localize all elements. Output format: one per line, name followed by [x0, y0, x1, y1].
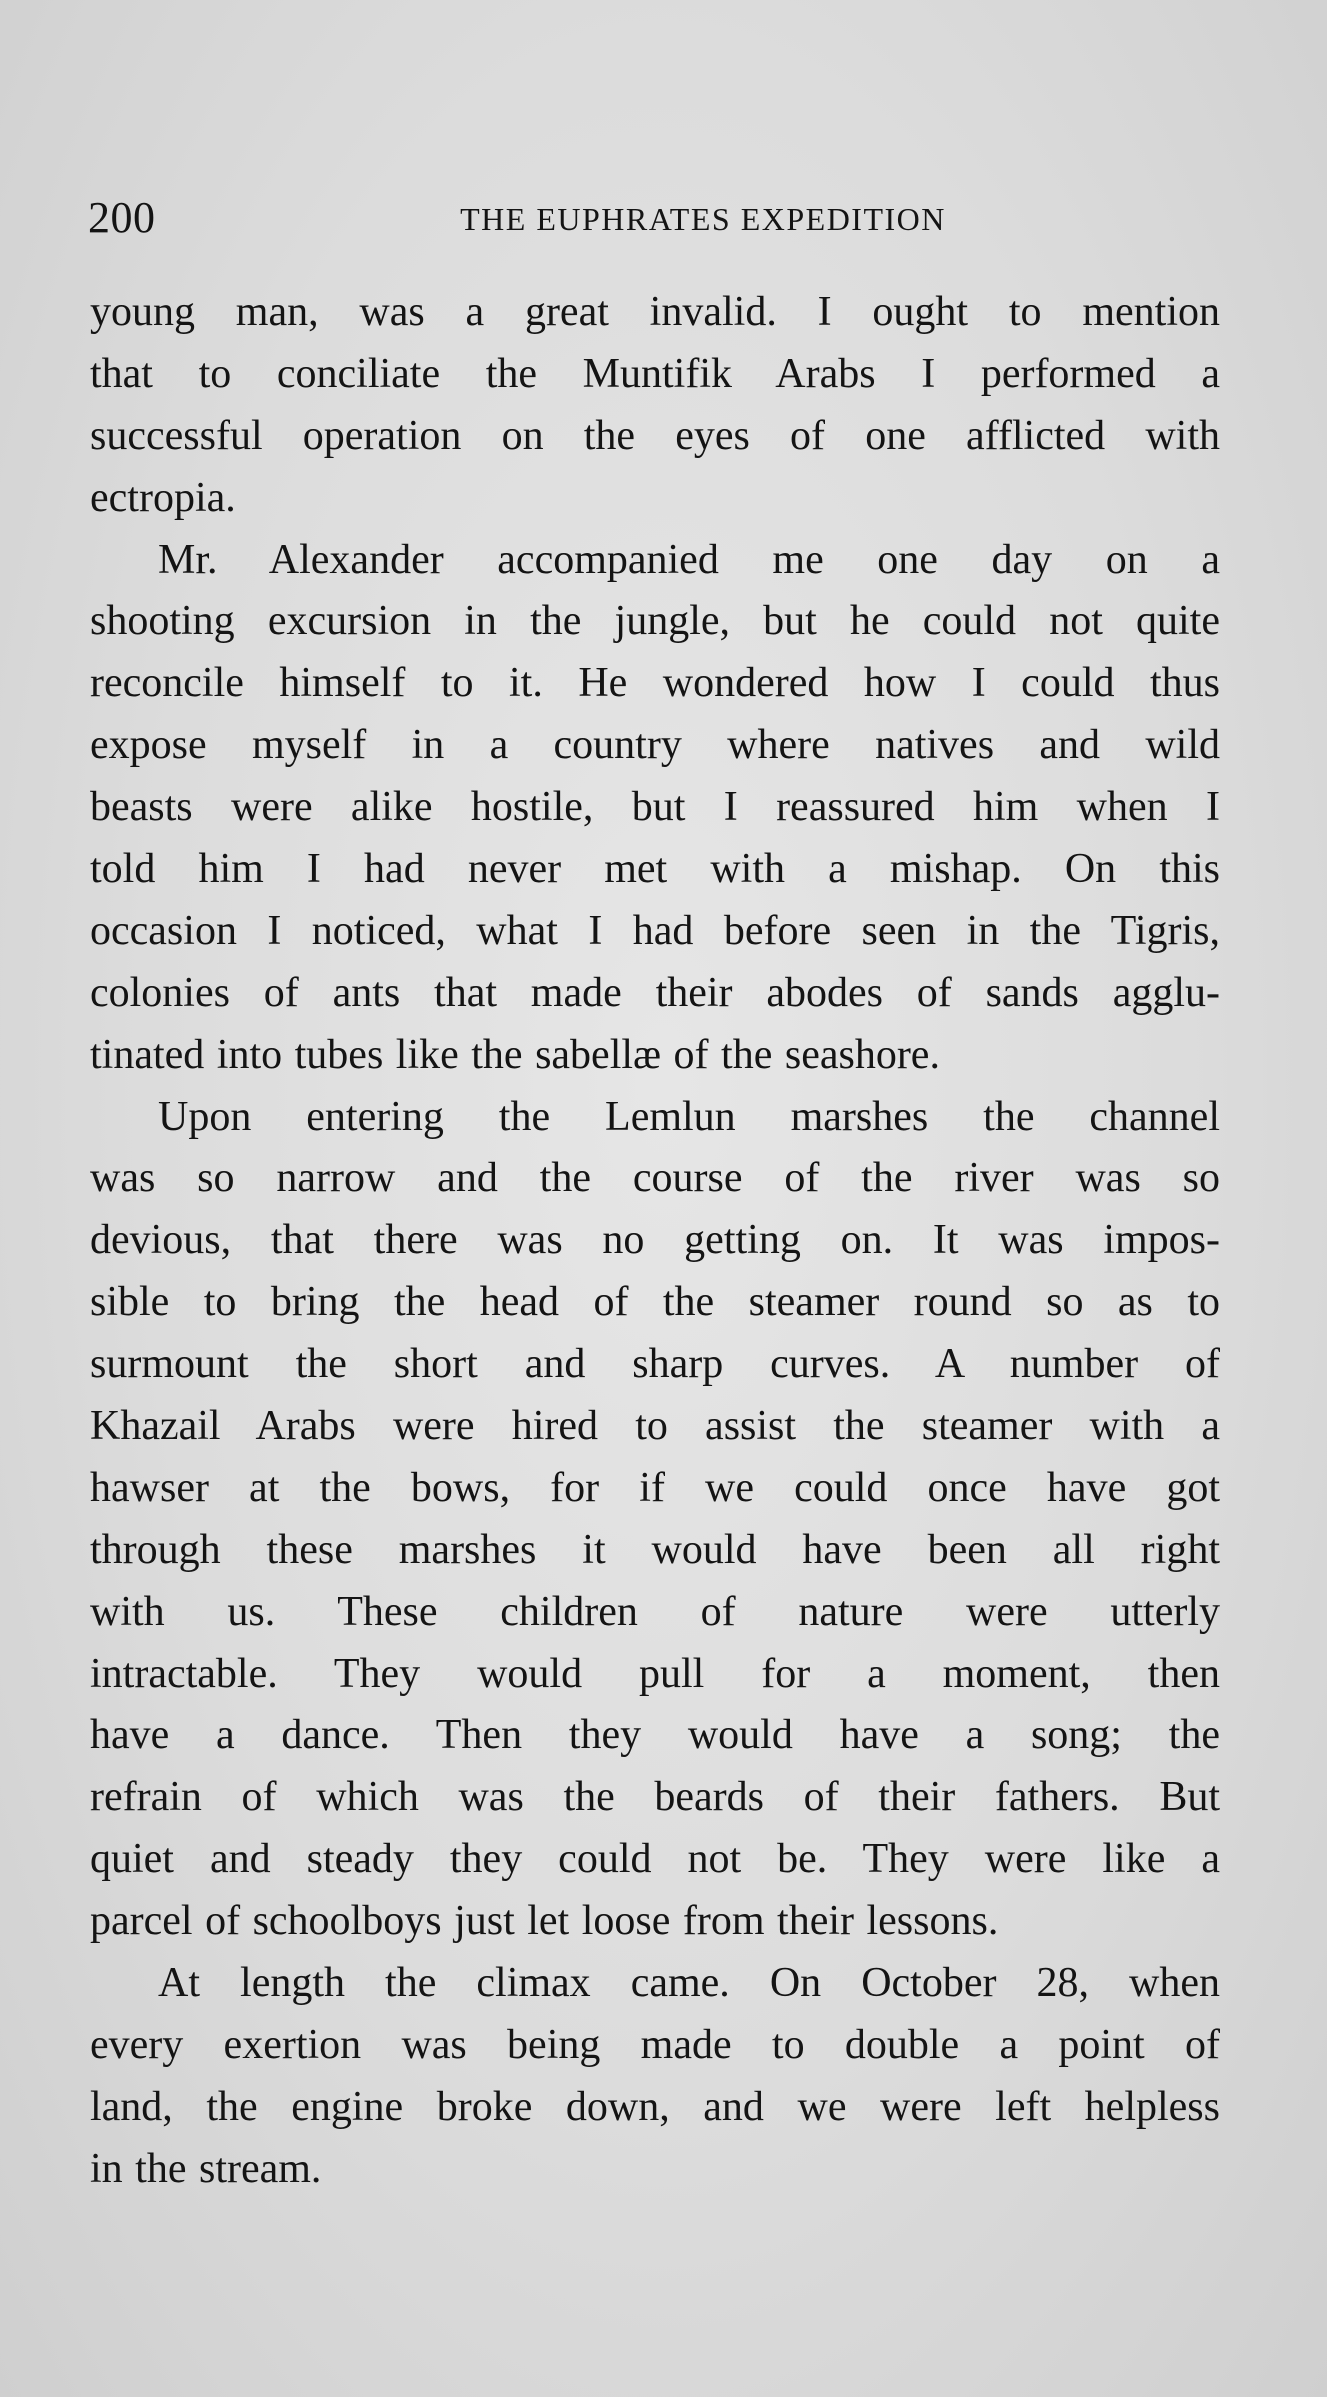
text-line: ectropia.: [90, 474, 236, 521]
text-line: Upon entering the Lemlun marshes the channel: [158, 1093, 1220, 1140]
text-line: have a dance. Then they would have a song; the: [90, 1712, 1220, 1759]
text-line: devious, that there was no getting on. It was impos-: [90, 1217, 1220, 1264]
text-line: parcel of schoolboys just let loose from their lessons.: [90, 1898, 999, 1945]
text-line: At length the climax came. On October 28, when: [158, 1960, 1220, 2007]
text-line: was so narrow and the course of the river was so: [90, 1155, 1220, 1202]
text-line: with us. These children of nature were utterly: [90, 1588, 1220, 1635]
text-line: quiet and steady they could not be. They were like a: [90, 1836, 1220, 1883]
text-line: beasts were alike hostile, but I reassured him when I: [90, 784, 1220, 831]
text-line: expose myself in a country where natives and wild: [90, 722, 1220, 769]
text-line: shooting excursion in the jungle, but he could not quite: [90, 598, 1220, 645]
text-line: tinated into tubes like the sabellæ of the seashore.: [90, 1031, 940, 1078]
text-line: through these marshes it would have been all right: [90, 1526, 1220, 1573]
page-header: [88, 188, 1218, 248]
text-line: in the stream.: [90, 2145, 322, 2192]
text-line: successful operation on the eyes of one afflicted with: [90, 412, 1220, 459]
text-line: Khazail Arabs were hired to assist the steamer with a: [90, 1403, 1220, 1450]
text-line: sible to bring the head of the steamer round so as to: [90, 1279, 1220, 1326]
text-line: occasion I noticed, what I had before seen in the Tigris,: [90, 907, 1220, 954]
text-line: that to conciliate the Muntifik Arabs I performed a: [90, 350, 1220, 397]
text-line: land, the engine broke down, and we were left helpless: [90, 2083, 1220, 2130]
page-number: 200: [88, 193, 156, 242]
body-text: [90, 282, 1220, 2201]
text-line: told him I had never met with a mishap. On this: [90, 846, 1220, 893]
text-line: intractable. They would pull for a moment, then: [90, 1650, 1220, 1697]
text-line: hawser at the bows, for if we could once have got: [90, 1464, 1220, 1511]
text-line: colonies of ants that made their abodes of sands agglu-: [90, 969, 1220, 1016]
text-line: refrain of which was the beards of their fathers. But: [90, 1774, 1220, 1821]
text-line: young man, was a great invalid. I ought to mention: [90, 289, 1220, 335]
text-line: Mr. Alexander accompanied me one day on a: [158, 536, 1220, 583]
text-line: surmount the short and sharp curves. A number of: [90, 1341, 1220, 1388]
text-line: every exertion was being made to double a point of: [90, 2021, 1220, 2068]
running-head: THE EUPHRATES EXPEDITION: [460, 201, 946, 237]
text-line: reconcile himself to it. He wondered how I could thus: [90, 660, 1220, 707]
